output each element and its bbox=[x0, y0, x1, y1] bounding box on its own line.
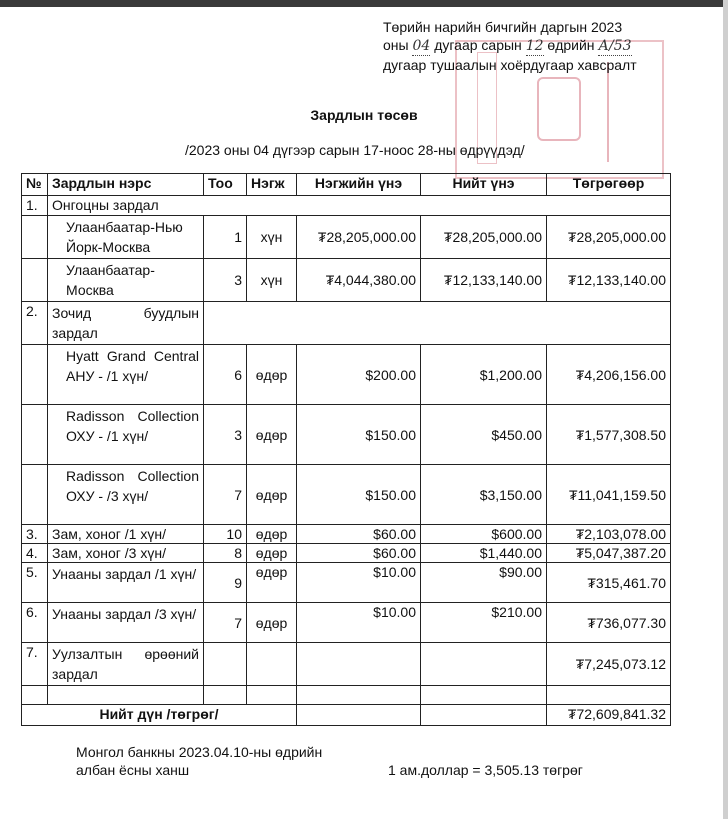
handwritten-day: 12 bbox=[525, 38, 544, 54]
rate-source-line-1: Монгол банкны 2023.04.10-ны өдрийн bbox=[76, 744, 323, 760]
document-title: Зардлын төсөв bbox=[310, 107, 418, 123]
row-unit: өдөр bbox=[247, 465, 297, 525]
table-row bbox=[22, 563, 671, 603]
row-qty: 3 bbox=[204, 405, 247, 465]
empty-cell bbox=[421, 686, 547, 705]
row-name: Hyatt Grand Central АНУ - /1 хүн/ bbox=[48, 345, 204, 405]
row-unit: өдөр bbox=[247, 544, 297, 563]
row-qty: 9 bbox=[204, 563, 247, 603]
row-name: Улаанбаатар-Москва bbox=[48, 259, 204, 302]
row-no: 5. bbox=[22, 563, 48, 603]
row-name: Унааны зардал /3 хүн/ bbox=[48, 603, 204, 643]
document-subtitle: /2023 оны 04 дүгээр сарын 17-ноос 28-ны өдрүүдэд/ bbox=[185, 142, 525, 158]
row-mnt: ₮28,205,000.00 bbox=[547, 216, 671, 259]
col-header-total: Нийт үнэ bbox=[421, 174, 547, 196]
row-unit: өдөр bbox=[247, 603, 297, 643]
empty-cell bbox=[204, 302, 671, 345]
row-no: 7. bbox=[22, 643, 48, 686]
table-row bbox=[22, 259, 671, 302]
row-unit bbox=[247, 643, 297, 686]
table-row bbox=[22, 643, 671, 686]
row-unit: өдөр bbox=[247, 345, 297, 405]
empty-cell bbox=[297, 686, 421, 705]
row-total: $90.00 bbox=[421, 563, 547, 603]
table-total-row bbox=[22, 705, 671, 726]
row-name: Уулзалтын өрөөний зардал bbox=[48, 643, 204, 686]
row-no bbox=[22, 345, 48, 405]
row-unit-price: $200.00 bbox=[297, 345, 421, 405]
table-row bbox=[22, 544, 671, 563]
row-name: Онгоцны зардал bbox=[48, 196, 671, 216]
header-line-1: Төрийн нарийн бичгийн даргын 2023 bbox=[383, 19, 623, 35]
row-no bbox=[22, 216, 48, 259]
empty-cell bbox=[204, 686, 247, 705]
total-value: ₮72,609,841.32 bbox=[547, 705, 671, 726]
rate-source-line-2: албан ёсны ханш bbox=[76, 762, 190, 778]
row-total: $3,150.00 bbox=[421, 465, 547, 525]
empty-cell bbox=[421, 705, 547, 726]
budget-table bbox=[21, 173, 671, 726]
row-mnt: ₮2,103,078.00 bbox=[547, 525, 671, 544]
table-header-row bbox=[22, 174, 671, 196]
row-qty: 10 bbox=[204, 525, 247, 544]
row-mnt: ₮12,133,140.00 bbox=[547, 259, 671, 302]
row-no: 6. bbox=[22, 603, 48, 643]
row-no: 3. bbox=[22, 525, 48, 544]
row-unit-price: $60.00 bbox=[297, 525, 421, 544]
row-mnt: ₮7,245,073.12 bbox=[547, 643, 671, 686]
table-row bbox=[22, 603, 671, 643]
header-text: өдрийн bbox=[547, 37, 595, 53]
handwritten-order-number: А/53 bbox=[598, 38, 632, 54]
row-qty: 6 bbox=[204, 345, 247, 405]
row-name: Зочид буудлын зардал bbox=[48, 302, 204, 345]
table-row bbox=[22, 465, 671, 525]
row-name: Улаанбаатар-Нью Йорк-Москва bbox=[48, 216, 204, 259]
col-header-unit-price: Нэгжийн үнэ bbox=[297, 174, 421, 196]
row-qty: 7 bbox=[204, 603, 247, 643]
table-row bbox=[22, 345, 671, 405]
row-unit: өдөр bbox=[247, 405, 297, 465]
row-total: ₮28,205,000.00 bbox=[421, 216, 547, 259]
row-total: $210.00 bbox=[421, 603, 547, 643]
row-no: 2. bbox=[22, 302, 48, 345]
rate-source bbox=[76, 743, 322, 779]
row-unit-price: $150.00 bbox=[297, 405, 421, 465]
row-no bbox=[22, 259, 48, 302]
row-name: Унааны зардал /1 хүн/ bbox=[48, 563, 204, 603]
row-total bbox=[421, 643, 547, 686]
header-text: дугаар сарын bbox=[434, 37, 522, 53]
row-qty: 8 bbox=[204, 544, 247, 563]
row-mnt: ₮1,577,308.50 bbox=[547, 405, 671, 465]
row-total: $1,440.00 bbox=[421, 544, 547, 563]
row-total: ₮12,133,140.00 bbox=[421, 259, 547, 302]
row-total: $1,200.00 bbox=[421, 345, 547, 405]
table-row bbox=[22, 405, 671, 465]
row-name: Зам, хоног /3 хүн/ bbox=[48, 544, 204, 563]
col-header-name: Зардлын нэрс bbox=[48, 174, 204, 196]
row-unit: өдөр bbox=[247, 563, 297, 603]
row-qty: 1 bbox=[204, 216, 247, 259]
row-no bbox=[22, 465, 48, 525]
row-unit-price bbox=[297, 643, 421, 686]
row-unit: хүн bbox=[247, 259, 297, 302]
row-no: 1. bbox=[22, 196, 48, 216]
table-row bbox=[22, 216, 671, 259]
row-mnt: ₮11,041,159.50 bbox=[547, 465, 671, 525]
table-row bbox=[22, 196, 671, 216]
row-qty: 7 bbox=[204, 465, 247, 525]
row-unit: өдөр bbox=[247, 525, 297, 544]
row-unit-price: ₮4,044,380.00 bbox=[297, 259, 421, 302]
row-total: $450.00 bbox=[421, 405, 547, 465]
header-text: оны bbox=[383, 37, 409, 53]
total-label: Нийт дүн /төгрөг/ bbox=[22, 705, 297, 726]
row-mnt: ₮315,461.70 bbox=[547, 563, 671, 603]
col-header-no: № bbox=[22, 174, 48, 196]
table-row bbox=[22, 302, 671, 345]
row-total: $600.00 bbox=[421, 525, 547, 544]
row-unit-price: $60.00 bbox=[297, 544, 421, 563]
handwritten-month: 04 bbox=[412, 38, 431, 54]
empty-cell bbox=[547, 686, 671, 705]
col-header-unit: Нэгж bbox=[247, 174, 297, 196]
table-row bbox=[22, 525, 671, 544]
header-line-2 bbox=[383, 36, 673, 56]
row-unit-price: ₮28,205,000.00 bbox=[297, 216, 421, 259]
row-unit: хүн bbox=[247, 216, 297, 259]
row-name: Зам, хоног /1 хүн/ bbox=[48, 525, 204, 544]
exchange-rate: 1 ам.доллар = 3,505.13 төгрөг bbox=[388, 762, 583, 778]
col-header-mnt: Төгрөгөөр bbox=[547, 174, 671, 196]
row-unit-price: $150.00 bbox=[297, 465, 421, 525]
empty-cell bbox=[22, 686, 48, 705]
table-row-empty bbox=[22, 686, 671, 705]
row-mnt: ₮736,077.30 bbox=[547, 603, 671, 643]
row-no bbox=[22, 405, 48, 465]
header-line-3: дугаар тушаалын хоёрдугаар хавсралт bbox=[383, 57, 637, 73]
row-name: Radisson Collection ОХУ - /1 хүн/ bbox=[48, 405, 204, 465]
empty-cell bbox=[48, 686, 204, 705]
row-name: Radisson Collection ОХУ - /3 хүн/ bbox=[48, 465, 204, 525]
row-mnt: ₮4,206,156.00 bbox=[547, 345, 671, 405]
row-unit-price: $10.00 bbox=[297, 603, 421, 643]
row-qty: 3 bbox=[204, 259, 247, 302]
empty-cell bbox=[247, 686, 297, 705]
row-qty bbox=[204, 643, 247, 686]
col-header-qty: Тоо bbox=[204, 174, 247, 196]
row-unit-price: $10.00 bbox=[297, 563, 421, 603]
row-mnt: ₮5,047,387.20 bbox=[547, 544, 671, 563]
appendix-header bbox=[383, 18, 673, 74]
empty-cell bbox=[297, 705, 421, 726]
row-no: 4. bbox=[22, 544, 48, 563]
window-top-edge bbox=[0, 0, 728, 7]
